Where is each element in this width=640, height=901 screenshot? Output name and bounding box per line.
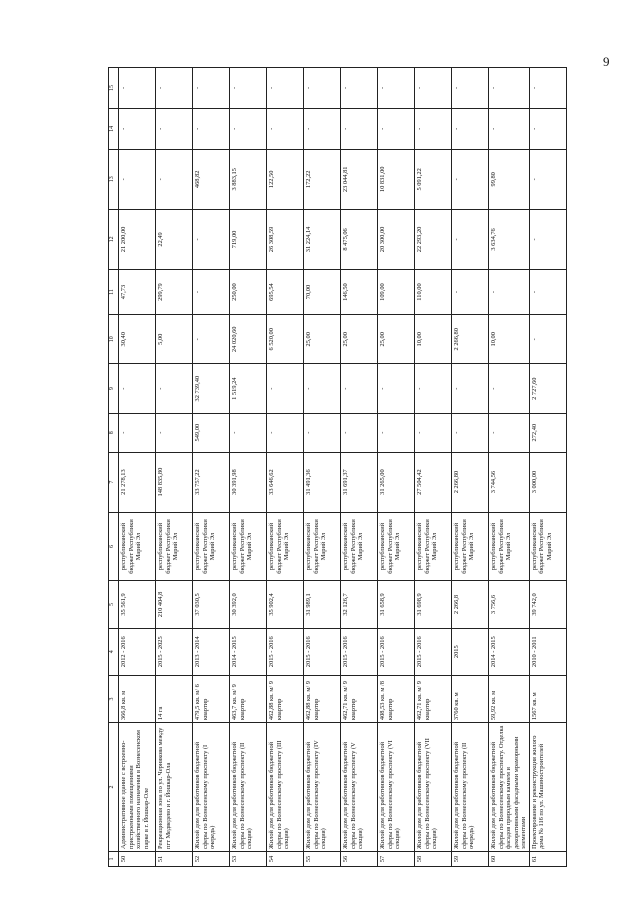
cell-c15: -	[529, 68, 566, 109]
cell-n: 57	[378, 851, 415, 866]
cell-source: республиканский бюджет Республики Марий Эл	[304, 512, 341, 581]
table-row	[156, 68, 193, 867]
column-header-14: 14	[109, 108, 119, 149]
cell-c12: 31 224,14	[304, 209, 341, 269]
cell-c7: 3 744,56	[489, 452, 530, 512]
cell-c5: 39 742,0	[529, 581, 566, 628]
cell-n: 53	[230, 851, 267, 866]
cell-c5: 35 561,9	[119, 581, 156, 628]
cell-name: Жилой дом для работников бюджетной сферы по Вознесенскому проспекту (III секция)	[267, 723, 304, 852]
cell-c15: -	[230, 68, 267, 109]
cell-years: 2010 - 2011	[529, 628, 566, 675]
column-header-15: 15	[109, 68, 119, 109]
cell-name: Жилой дом для работников бюджетной сферы по Вознесенскому проспекту. Отделка фасадов природным камнем и декоративными фасадными мраморными элементами	[489, 723, 530, 852]
cell-years: 2015 - 2016	[415, 628, 452, 675]
cell-c14: -	[119, 108, 156, 149]
cell-c11: -	[452, 269, 489, 314]
cell-years: 2015 - 2016	[378, 628, 415, 675]
column-header-10: 10	[109, 315, 119, 364]
cell-n: 51	[156, 851, 193, 866]
cell-c10: -	[193, 315, 230, 364]
cell-c12: 22,49	[156, 209, 193, 269]
cell-c14: -	[489, 108, 530, 149]
column-header-13: 13	[109, 149, 119, 209]
cell-c11: 47,73	[119, 269, 156, 314]
cell-source: республиканский бюджет Республики Марий Эл	[341, 512, 378, 581]
cell-c9: -	[304, 364, 341, 413]
cell-source: республиканский бюджет Республики Марий Эл	[156, 512, 193, 581]
cell-c5: 2 266,8	[452, 581, 489, 628]
cell-qty: 479,5 кв. м/ 6 квартир	[193, 675, 230, 722]
cell-c15: -	[415, 68, 452, 109]
cell-c12: 8 475,06	[341, 209, 378, 269]
cell-c9: -	[341, 364, 378, 413]
cell-c8: -	[304, 413, 341, 452]
column-header-8: 8	[109, 413, 119, 452]
cell-c9: -	[452, 364, 489, 413]
table-row	[378, 68, 415, 867]
cell-c9: -	[119, 364, 156, 413]
column-header-6: 6	[109, 512, 119, 581]
cell-c11: 109,00	[378, 269, 415, 314]
cell-c8: -	[415, 413, 452, 452]
column-header-1: 1	[109, 851, 119, 866]
cell-c7: 2 266,80	[452, 452, 489, 512]
table-row	[304, 68, 341, 867]
cell-n: 55	[304, 851, 341, 866]
cell-c12: -	[452, 209, 489, 269]
column-header-11: 11	[109, 269, 119, 314]
cell-c14: -	[267, 108, 304, 149]
cell-qty: 463,7 кв. м/ 9 квартир	[230, 675, 267, 722]
cell-c15: -	[156, 68, 193, 109]
cell-n: 58	[415, 851, 452, 866]
cell-c10: 2 266,80	[452, 315, 489, 364]
cell-c9: 1 519,24	[230, 364, 267, 413]
cell-c9: -	[267, 364, 304, 413]
cell-c13: -	[156, 149, 193, 209]
cell-name: Жилой дом для работников бюджетной сферы по Вознесенскому проспекту (VII секция)	[415, 723, 452, 852]
cell-years: 2014 - 2015	[489, 628, 530, 675]
cell-c13: 172,22	[304, 149, 341, 209]
cell-c8: -	[119, 413, 156, 452]
cell-source: республиканский бюджет Республики Марий Эл	[452, 512, 489, 581]
cell-c13: -	[452, 149, 489, 209]
cell-c10: 25,00	[378, 315, 415, 364]
table-row	[230, 68, 267, 867]
cell-qty: 366,8 кв. м	[119, 675, 156, 722]
cell-c9: 32 739,40	[193, 364, 230, 413]
cell-source: республиканский бюджет Республики Марий Эл	[193, 512, 230, 581]
cell-c14: -	[378, 108, 415, 149]
cell-c5: 31 658,9	[378, 581, 415, 628]
cell-c5: 3 756,6	[489, 581, 530, 628]
cell-c15: -	[193, 68, 230, 109]
cell-qty: 14 га	[156, 675, 193, 722]
column-header-4: 4	[109, 628, 119, 675]
cell-c10: 24 020,60	[230, 315, 267, 364]
construction-objects-table	[108, 67, 567, 867]
cell-years: 2013 - 2014	[193, 628, 230, 675]
cell-source: республиканский бюджет Республики Марий Эл	[378, 512, 415, 581]
cell-name: Жилой дом для работников бюджетной сферы по Вознесенскому проспекту (I очередь)	[193, 723, 230, 852]
cell-c13: 23 044,81	[341, 149, 378, 209]
cell-c8: 272,40	[529, 413, 566, 452]
cell-c12: 26 308,59	[267, 209, 304, 269]
cell-c5: 210 404,8	[156, 581, 193, 628]
cell-source: республиканский бюджет Республики Марий Эл	[415, 512, 452, 581]
cell-c7: 31 691,37	[341, 452, 378, 512]
cell-c14: -	[304, 108, 341, 149]
cell-c5: 30 392,0	[230, 581, 267, 628]
cell-c9: -	[489, 364, 530, 413]
column-header-9: 9	[109, 364, 119, 413]
cell-name: Административное здание с встроенно-пристроенными помещениями хозяйственного назначения в Вознесенском парке в г. Йошкар-Оле	[119, 723, 156, 852]
cell-c12: 22 293,20	[415, 209, 452, 269]
cell-c13: 3 883,15	[230, 149, 267, 209]
cell-years: 2015	[452, 628, 489, 675]
cell-qty: 462,71 кв. м/ 9 квартир	[415, 675, 452, 722]
cell-qty: 408,53 кв. м /8 квартир	[378, 675, 415, 722]
cell-n: 56	[341, 851, 378, 866]
cell-qty: 1567 кв. м	[529, 675, 566, 722]
cell-qty: 462,88 кв. м/ 9 квартир	[304, 675, 341, 722]
cell-c11: 695,54	[267, 269, 304, 314]
cell-c10: 30,40	[119, 315, 156, 364]
cell-years: 2015 - 2025	[156, 628, 193, 675]
cell-c14: -	[156, 108, 193, 149]
rotated-table-container	[108, 67, 578, 867]
cell-n: 61	[529, 851, 566, 866]
cell-c14: -	[529, 108, 566, 149]
cell-c9: -	[156, 364, 193, 413]
cell-c15: -	[489, 68, 530, 109]
cell-c14: -	[415, 108, 452, 149]
cell-source: республиканский бюджет Республики Марий Эл	[230, 512, 267, 581]
cell-c13: -	[529, 149, 566, 209]
cell-n: 59	[452, 851, 489, 866]
cell-c7: 21 278,13	[119, 452, 156, 512]
cell-c8: -	[489, 413, 530, 452]
cell-n: 50	[119, 851, 156, 866]
cell-source: республиканский бюджет Республики Марий Эл	[529, 512, 566, 581]
cell-years: 2014 - 2015	[230, 628, 267, 675]
cell-c12: 719,00	[230, 209, 267, 269]
page-number: 9	[603, 54, 610, 69]
cell-c14: -	[193, 108, 230, 149]
cell-n: 54	[267, 851, 304, 866]
cell-c13: -	[119, 149, 156, 209]
table-row	[119, 68, 156, 867]
cell-c11: -	[193, 269, 230, 314]
column-header-5: 5	[109, 581, 119, 628]
cell-c14: -	[452, 108, 489, 149]
table-row	[452, 68, 489, 867]
cell-source: республиканский бюджет Республики Марий Эл	[489, 512, 530, 581]
cell-c5: 31 989,1	[304, 581, 341, 628]
column-header-7: 7	[109, 452, 119, 512]
cell-c14: -	[341, 108, 378, 149]
cell-c11: 250,00	[230, 269, 267, 314]
cell-c7: 33 757,22	[193, 452, 230, 512]
column-header-2: 2	[109, 723, 119, 852]
cell-c8: -	[230, 413, 267, 452]
cell-c10: 10,00	[489, 315, 530, 364]
column-header-12: 12	[109, 209, 119, 269]
cell-c8: -	[341, 413, 378, 452]
cell-c10: 10,00	[415, 315, 452, 364]
cell-years: 2015 - 2016	[304, 628, 341, 675]
table-row	[529, 68, 566, 867]
cell-c8: -	[378, 413, 415, 452]
cell-c10: 6 520,00	[267, 315, 304, 364]
table-row	[193, 68, 230, 867]
cell-c15: -	[119, 68, 156, 109]
cell-name: Рекреационная зона по ул. Чернякова между пгт Медведево и г. Йошкар-Ола	[156, 723, 193, 852]
cell-c13: 122,50	[267, 149, 304, 209]
cell-c8: -	[156, 413, 193, 452]
cell-c10: 25,00	[341, 315, 378, 364]
cell-c15: -	[267, 68, 304, 109]
cell-c11: -	[529, 269, 566, 314]
cell-c15: -	[341, 68, 378, 109]
cell-c15: -	[452, 68, 489, 109]
cell-c13: 10 831,00	[378, 149, 415, 209]
cell-c12: -	[529, 209, 566, 269]
cell-c13: 99,80	[489, 149, 530, 209]
cell-c5: 32 126,7	[341, 581, 378, 628]
table-row	[341, 68, 378, 867]
cell-c15: -	[378, 68, 415, 109]
cell-c7: 27 504,42	[415, 452, 452, 512]
table-row	[489, 68, 530, 867]
cell-c7: 31 491,36	[304, 452, 341, 512]
cell-c13: 5 091,22	[415, 149, 452, 209]
cell-c10: -	[529, 315, 566, 364]
cell-years: 2012 - 2016	[119, 628, 156, 675]
table-body	[119, 68, 567, 867]
table-row	[267, 68, 304, 867]
cell-c11: 146,50	[341, 269, 378, 314]
cell-name: Жилой дом для работников бюджетной сферы по Вознесенскому проспекту (II секция)	[230, 723, 267, 852]
cell-c5: 37 030,5	[193, 581, 230, 628]
cell-c7: 148 835,80	[156, 452, 193, 512]
cell-c12: 21 200,00	[119, 209, 156, 269]
table-row	[415, 68, 452, 867]
cell-n: 60	[489, 851, 530, 866]
cell-c10: 5,00	[156, 315, 193, 364]
cell-c8: -	[452, 413, 489, 452]
cell-qty: 462,71 кв. м/ 9 квартир	[341, 675, 378, 722]
cell-years: 2015 - 2016	[341, 628, 378, 675]
cell-n: 52	[193, 851, 230, 866]
cell-c8: 549,00	[193, 413, 230, 452]
cell-qty: 462,88 кв. м/ 9 квартир	[267, 675, 304, 722]
cell-name: Жилой дом для работников бюджетной сферы по Вознесенскому проспекту (V секция)	[341, 723, 378, 852]
cell-c7: 31 265,00	[378, 452, 415, 512]
cell-qty: 3760 кв. м	[452, 675, 489, 722]
cell-name: Жилой дом для работников бюджетной сферы по Вознесенскому проспекту (VI секция)	[378, 723, 415, 852]
cell-source: республиканский бюджет Республики Марий Эл	[119, 512, 156, 581]
table-header-row	[109, 68, 119, 867]
cell-c9: 2 727,60	[529, 364, 566, 413]
cell-years: 2015 - 2016	[267, 628, 304, 675]
cell-c15: -	[304, 68, 341, 109]
cell-source: республиканский бюджет Республики Марий Эл	[267, 512, 304, 581]
cell-c5: 35 902,4	[267, 581, 304, 628]
cell-qty: 59,92 кв. м	[489, 675, 530, 722]
cell-c8: -	[267, 413, 304, 452]
cell-c7: 3 000,00	[529, 452, 566, 512]
cell-c11: 299,79	[156, 269, 193, 314]
cell-c12: -	[193, 209, 230, 269]
cell-c12: 3 634,76	[489, 209, 530, 269]
cell-c9: -	[415, 364, 452, 413]
cell-c14: -	[230, 108, 267, 149]
cell-name: Жилой дом для работников бюджетной сферы по Вознесенскому проспекту (II очередь)	[452, 723, 489, 852]
cell-c11: 110,00	[415, 269, 452, 314]
cell-c7: 30 391,98	[230, 452, 267, 512]
cell-c13: 468,82	[193, 149, 230, 209]
cell-c10: 25,00	[304, 315, 341, 364]
cell-name: Проектирование и реконструкция жилого дома № 116 по ул. Машиностроителей	[529, 723, 566, 852]
cell-c5: 31 698,9	[415, 581, 452, 628]
cell-c9: -	[378, 364, 415, 413]
cell-c7: 33 646,62	[267, 452, 304, 512]
cell-name: Жилой дом для работников бюджетной сферы по Вознесенскому проспекту (IV секция)	[304, 723, 341, 852]
cell-c11: -	[489, 269, 530, 314]
cell-c12: 20 300,00	[378, 209, 415, 269]
cell-c11: 70,00	[304, 269, 341, 314]
column-header-3: 3	[109, 675, 119, 722]
